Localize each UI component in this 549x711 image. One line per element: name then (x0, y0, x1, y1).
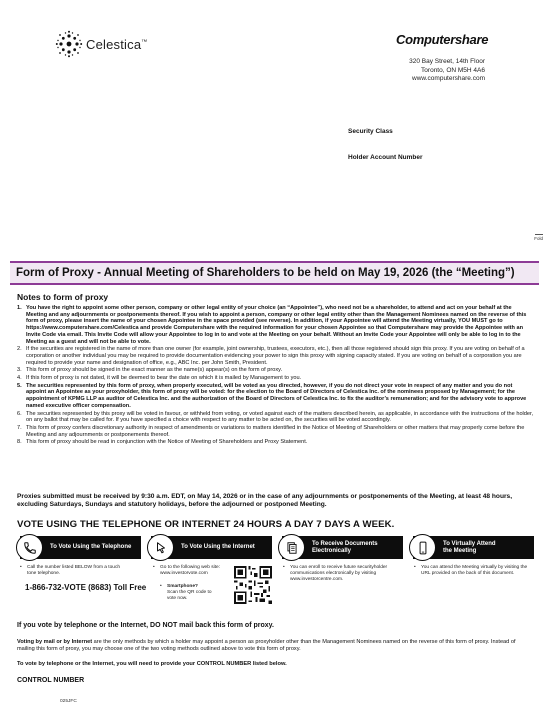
note-item: 3. This form of proxy should be signed in the exact manner as the name(s) appear(s) on the form of proxy. (17, 367, 283, 374)
security-class-label: Security Class (348, 128, 393, 135)
documents-icon (278, 534, 305, 561)
control-number-label: CONTROL NUMBER (17, 677, 85, 684)
tab-label: To Receive Documents Electronically (312, 540, 378, 554)
internet-instructions: • Go to the following web site: www.investorvote.com (153, 565, 233, 577)
tab-vote-internet (151, 536, 272, 559)
phone-icon (16, 534, 43, 561)
celestica-wordmark: Celestica™ (86, 36, 148, 52)
tab-label: To Vote Using the Internet (181, 544, 255, 550)
do-not-mail-notice: If you vote by telephone or the Internet, DO NOT mail back this form of proxy. (17, 622, 274, 629)
fold-mark: Fold (534, 236, 543, 241)
vote-heading: VOTE USING THE TELEPHONE OR INTERNET 24 HOURS A DAY 7 DAYS A WEEK. (17, 519, 395, 530)
note-item: 2. If the securities are registered in the name of more than one owner (for example, joint ownership, trustees, executors, etc.), then all those registered should sign this proxy. If you are voting on behalf of a corporation or another individual you may be required to provide documentation evidencing your power to sign this proxy with signing capacity stated. If you are voting on behalf of a corporation you are required to provide your name and designation of office, e.g., ABC Inc. per John Smith, President. (17, 346, 525, 366)
documents-instructions: • You can enroll to receive future securityholder communications electronically by visiting www.investorcentre.com. (283, 565, 395, 583)
computershare-address: 320 Bay Street, 14th Floor Toronto, ON M5H 4A6 www.computershare.com (409, 58, 485, 82)
telephone-instructions: • Call the number listed BELOW from a touch tone telephone. (20, 565, 128, 577)
tab-label: To Virtually Attend the Meeting (443, 540, 496, 554)
notes-list (17, 305, 534, 447)
computershare-logo: Computershare (396, 32, 489, 47)
celestica-star-icon (55, 30, 83, 58)
note-item: 8. This form of proxy should be read in conjunction with the Notice of Meeting of Shareholders and Proxy Statement. (17, 439, 308, 446)
note-item: 1. You have the right to appoint some other person, company or other legal entity of your choice (an “Appointee”), who need not be a shareholder, to attend and act on your behalf at the Meeting and any adjournments or postponements thereof. If you wish to appoint a person, company or other legal entity other than the Management Nominees named on the reverse of this form of proxy, please insert the name of your chosen Appointee in the space provided (see reverse). In addition, if your Appointee will attend the Meeting virtually, YOU MUST go to https://www.computershare.com/Celestica and provide Computershare with the required information for your chosen Appointee so that Computershare may provide the Appointee with an Invite Code via email. This Invite Code will allow your Appointee to log in to and vote at the Meeting on your behalf. Without an Invite Code your Appointee will only be able to log in to the Meeting as a guest and will not be able to vote. (17, 305, 527, 345)
toll-free-number: 1-866-732-VOTE (8683) Toll Free (25, 583, 147, 592)
note-item: 5. The securities represented by this form of proxy, when properly executed, will be voted as you directed, however, if you do not direct your vote in respect of any matter and you do not appoint an Appointee as your proxyholder, this form of proxy will be voted: for the election to the Board of Directors of Celestica Inc. of the nominees proposed by Management; for the appointment of KPMG LLP as auditor of Celestica Inc. and the authorization of the Board of Directors of Celestica Inc. to fix the auditor’s remuneration; and for the advisory vote to approve named executive officer compensation. (17, 382, 527, 409)
tab-label: To Vote Using the Telephone (50, 544, 132, 550)
qr-code[interactable] (234, 566, 272, 604)
voting-methods (20, 536, 538, 559)
form-title: Form of Proxy - Annual Meeting of Shareholders to be held on May 19, 2026 (the “Meeting”) (16, 267, 515, 279)
note-item: 7. This form of proxy confers discretionary authority in respect of amendments or variations to matters identified in the Notice of Meeting of Shareholders or other matters that may properly come before the Meeting and any adjournments or postponements thereof. (17, 424, 525, 438)
control-number-note: To vote by telephone or the Internet, you will need to provide your CONTROL NUMBER listed below. (17, 661, 287, 667)
tab-vote-telephone (20, 536, 141, 559)
celestica-logo (55, 30, 147, 58)
online-device-icon (409, 534, 436, 561)
fold-line (535, 234, 543, 235)
computershare-block (380, 32, 489, 84)
note-item: 4. If this form of proxy is not dated, it will be deemed to bear the date on which it is mailed by Management to you. (17, 375, 302, 382)
notes-heading: Notes to form of proxy (17, 292, 109, 302)
voting-mail-paragraph: Voting by mail or by Internet are the only methods by which a holder may appoint a person as proxyholder other than the Management Nominees named on the reverse of this form of proxy. Instead of mailing this form of proxy, you may choose one of the two voting methods outlined above to vote this form of proxy. (17, 639, 516, 652)
footer-code: 025JFC (60, 699, 77, 704)
tab-virtual-attend (413, 536, 534, 559)
form-title-band (10, 261, 539, 285)
note-item: 6. The securities represented by this proxy will be voted in favour, or withheld from voting, or voted against each of the matters described herein, as applicable, in accordance with the instructions of the holder, on any ballot that may be called for. If you have specified a choice with respect to any matter to be acted on, the securities will be voted accordingly. (17, 410, 534, 424)
mouse-cursor-icon (147, 534, 174, 561)
proxy-deadline: Proxies submitted must be received by 9:30 a.m. EDT, on May 14, 2026 or in the case of any adjournments or postponements of the Meeting, at least 48 hours, excluding Saturdays, Sundays and statutory holidays, before the adjourned or postponed Meeting. (17, 493, 513, 509)
holder-account-label: Holder Account Number (348, 154, 423, 161)
virtual-attend-instructions: • You can attend the Meeting virtually by visiting the URL provided on the back of this document. (414, 565, 534, 577)
smartphone-note: • Smartphone? Scan the QR code to vote now. (160, 584, 212, 602)
tab-receive-documents (282, 536, 403, 559)
